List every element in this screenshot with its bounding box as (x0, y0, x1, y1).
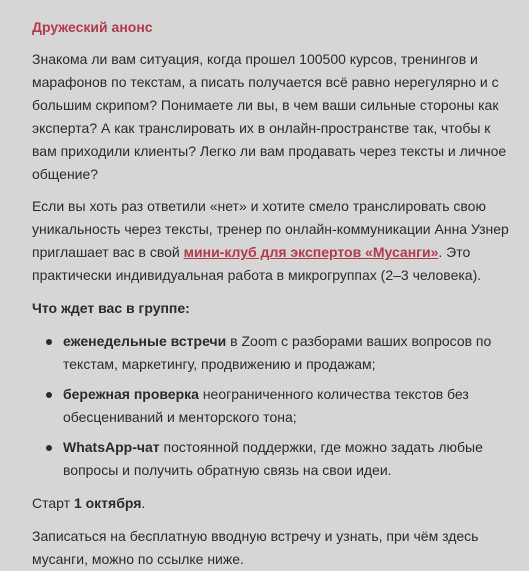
start-date-paragraph (32, 492, 509, 515)
benefit-text: неограниченного количества текстов без обесцениваний и менторского тона; (63, 386, 469, 425)
intro-paragraph: Знакома ли вам ситуация, когда прошел 100500 курсов, тренингов и марафонов по текстам, а писать получается всё равно нерегулярно и с большим скрипом? Понимаете ли вы, в чем ваши сильные стороны как эксперта? А как транслировать их в онлайн-пространстве так, чтобы к вам приходили клиенты? Легко ли вам продавать через тексты и личное общение? (32, 51, 507, 182)
benefit-item (32, 436, 509, 482)
benefit-item (32, 330, 509, 376)
start-prefix: Старт (32, 495, 74, 511)
club-link[interactable]: мини-клуб для экспертов «Мусанги» (183, 244, 439, 260)
announcement-title: Дружеский анонс (32, 19, 153, 35)
benefit-bold: бережная проверка (63, 386, 199, 402)
benefits-heading: Что ждет вас в группе: (32, 300, 190, 316)
benefits-list (32, 330, 509, 482)
benefit-text: постоянной поддержки, где можно задать любые вопросы и получить обратную связь на свои идеи. (63, 439, 483, 478)
benefit-bold: еженедельные встречи (63, 333, 227, 349)
benefit-item (32, 383, 509, 429)
invitation-paragraph (32, 195, 509, 287)
bullet-icon (46, 392, 52, 398)
start-date: 1 октября (73, 495, 142, 511)
start-suffix: . (141, 495, 146, 511)
bullet-icon (46, 445, 52, 451)
invitation-text-after: . Это практически индивидуальная работа в микрогруппах (2–3 человека). (32, 244, 482, 283)
bullet-icon (46, 339, 52, 345)
benefit-bold: WhatsApp-чат (63, 439, 160, 455)
closing-paragraph: Записаться на бесплатную вводную встречу и узнать, при чём здесь мусанги, можно по ссылке ниже. (32, 528, 479, 567)
invitation-text-before: Если вы хоть раз ответили «нет» и хотите смело транслировать свою уникальность через тексты, тренер по онлайн-коммуникации Анна Узнер приглашает вас в свой (32, 198, 509, 260)
benefit-text: в Zoom с разборами ваших вопросов по текстам, маркетингу, продвижению и продажам; (63, 333, 492, 372)
